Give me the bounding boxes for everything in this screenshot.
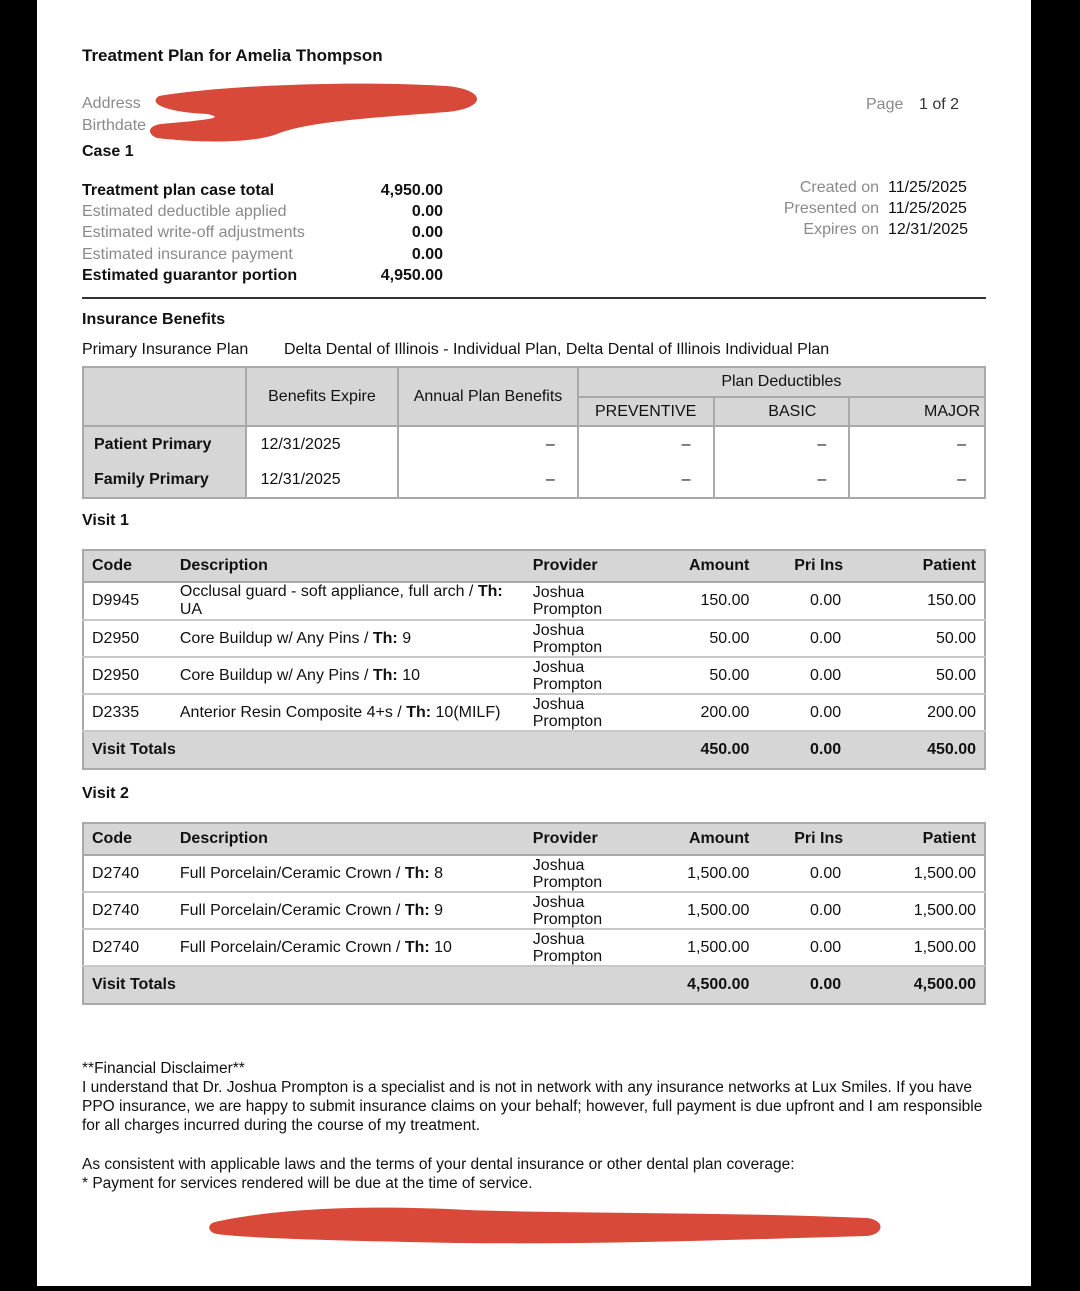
cell-code: D2740 [83, 929, 172, 966]
ins-header-major: MAJOR [849, 397, 985, 426]
table-row [83, 620, 985, 657]
ins-cell-major: – [849, 462, 985, 498]
totals-amount: 450.00 [645, 731, 758, 769]
cell-description: Core Buildup w/ Any Pins / Th: 9 [172, 620, 525, 657]
cell-provider: Joshua Prompton [525, 929, 645, 966]
presented-date: 11/25/2025 [888, 200, 967, 217]
cell-amount: 1,500.00 [645, 855, 758, 892]
cell-amount: 200.00 [645, 694, 758, 731]
visit1-table [82, 549, 986, 770]
cell-pri-ins: 0.00 [757, 694, 873, 731]
cell-patient: 1,500.00 [873, 929, 985, 966]
table-row [83, 582, 985, 620]
created-date: 11/25/2025 [888, 179, 967, 196]
visit2-totals-row [83, 966, 985, 1004]
redaction-mark-bottom [207, 1200, 887, 1248]
totals-label: Visit Totals [83, 731, 645, 769]
ins-header-basic: BASIC [714, 397, 850, 426]
cell-provider: Joshua Prompton [525, 582, 645, 620]
col-amount: Amount [645, 550, 758, 582]
ins-header-annual: Annual Plan Benefits [398, 367, 577, 426]
col-code: Code [83, 550, 172, 582]
table-row [83, 855, 985, 892]
col-pri-ins: Pri Ins [757, 550, 873, 582]
visit1-totals-row [83, 731, 985, 769]
summary-value-insurance: 0.00 [411, 246, 443, 263]
ins-cell-major: – [849, 426, 985, 462]
summary-value-writeoff: 0.00 [411, 224, 443, 241]
cell-patient: 200.00 [873, 694, 985, 731]
insurance-section-title: Insurance Benefits [82, 311, 226, 328]
disclaimer-payment: * Payment for services rendered will be due at the time of service. [82, 1175, 533, 1192]
ins-header-blank [83, 367, 246, 426]
ins-row-label: Patient Primary [83, 426, 246, 462]
summary-label-writeoff: Estimated write-off adjustments [82, 224, 305, 241]
cell-pri-ins: 0.00 [757, 892, 873, 929]
cell-pri-ins: 0.00 [757, 620, 873, 657]
table-row [83, 657, 985, 694]
totals-patient: 4,500.00 [873, 966, 985, 1004]
visit2-header-row [83, 823, 985, 855]
summary-value-guarantor: 4,950.00 [380, 267, 443, 284]
totals-patient: 450.00 [873, 731, 985, 769]
table-row [83, 892, 985, 929]
cell-patient: 50.00 [873, 657, 985, 694]
cell-code: D2740 [83, 892, 172, 929]
col-provider: Provider [525, 550, 645, 582]
col-patient: Patient [873, 550, 985, 582]
visit2-table [82, 822, 986, 1005]
case-label: Case 1 [82, 143, 134, 160]
insurance-benefits-table [82, 366, 986, 499]
cell-code: D2740 [83, 855, 172, 892]
cell-amount: 50.00 [645, 657, 758, 694]
cell-description: Full Porcelain/Ceramic Crown / Th: 9 [172, 892, 525, 929]
ins-cell-basic: – [714, 426, 850, 462]
cell-description: Full Porcelain/Ceramic Crown / Th: 10 [172, 929, 525, 966]
col-amount: Amount [645, 823, 758, 855]
ins-row-patient [83, 426, 985, 462]
disclaimer-consistent: As consistent with applicable laws and the terms of your dental insurance or other dental plan coverage: [82, 1156, 795, 1173]
cell-description: Anterior Resin Composite 4+s / Th: 10(MILF) [172, 694, 525, 731]
page-label: Page [866, 96, 904, 113]
totals-pri-ins: 0.00 [757, 731, 873, 769]
summary-label-total: Treatment plan case total [82, 182, 275, 199]
cell-pri-ins: 0.00 [757, 582, 873, 620]
visit2-title: Visit 2 [82, 785, 129, 802]
visit1-header-row [83, 550, 985, 582]
totals-pri-ins: 0.00 [757, 966, 873, 1004]
cell-description: Core Buildup w/ Any Pins / Th: 10 [172, 657, 525, 694]
disclaimer-body: I understand that Dr. Joshua Prompton is a specialist and is not in network with any insurance networks at Lux Smiles. If you have PPO insurance, we are happy to submit insurance claims on your behalf; however, full payment is due upfront and I am responsible for all charges incurred during the course of my treatment. [82, 1079, 983, 1134]
cell-description: Occlusal guard - soft appliance, full arch / Th: UA [172, 582, 525, 620]
ins-header-preventive: PREVENTIVE [578, 397, 714, 426]
summary-value-total: 4,950.00 [380, 182, 443, 199]
cell-provider: Joshua Prompton [525, 855, 645, 892]
cell-amount: 1,500.00 [645, 929, 758, 966]
ins-row-family [83, 462, 985, 498]
col-provider: Provider [525, 823, 645, 855]
cell-provider: Joshua Prompton [525, 892, 645, 929]
created-label: Created on [799, 179, 879, 196]
cell-patient: 150.00 [873, 582, 985, 620]
ins-cell-preventive: – [578, 426, 714, 462]
cell-patient: 50.00 [873, 620, 985, 657]
ins-cell-preventive: – [578, 462, 714, 498]
cell-provider: Joshua Prompton [525, 657, 645, 694]
cell-description: Full Porcelain/Ceramic Crown / Th: 8 [172, 855, 525, 892]
birthdate-label: Birthdate [82, 117, 147, 134]
cell-pri-ins: 0.00 [757, 929, 873, 966]
table-row [83, 694, 985, 731]
visit1-title: Visit 1 [82, 512, 129, 529]
ins-cell-basic: – [714, 462, 850, 498]
summary-label-guarantor: Estimated guarantor portion [82, 267, 298, 284]
cell-patient: 1,500.00 [873, 892, 985, 929]
expires-label: Expires on [803, 221, 879, 238]
col-patient: Patient [873, 823, 985, 855]
ins-cell-expire: 12/31/2025 [246, 426, 399, 462]
col-description: Description [172, 550, 525, 582]
ins-cell-annual: – [398, 462, 577, 498]
col-pri-ins: Pri Ins [757, 823, 873, 855]
summary-label-insurance: Estimated insurance payment [82, 246, 293, 263]
col-description: Description [172, 823, 525, 855]
totals-label: Visit Totals [83, 966, 645, 1004]
expires-date: 12/31/2025 [888, 221, 969, 238]
table-row [83, 929, 985, 966]
page-number: 1 of 2 [919, 96, 960, 113]
cell-code: D2335 [83, 694, 172, 731]
redaction-mark-top [147, 78, 487, 148]
cell-pri-ins: 0.00 [757, 657, 873, 694]
section-divider [82, 297, 986, 299]
cell-provider: Joshua Prompton [525, 620, 645, 657]
primary-plan-label: Primary Insurance Plan [82, 341, 249, 358]
primary-plan-value: Delta Dental of Illinois - Individual Plan, Delta Dental of Illinois Individual Plan [284, 341, 830, 358]
cell-provider: Joshua Prompton [525, 694, 645, 731]
cell-amount: 50.00 [645, 620, 758, 657]
col-code: Code [83, 823, 172, 855]
summary-label-deductible: Estimated deductible applied [82, 203, 287, 220]
cell-amount: 1,500.00 [645, 892, 758, 929]
ins-header-benefits-expire: Benefits Expire [246, 367, 399, 426]
ins-cell-expire: 12/31/2025 [246, 462, 399, 498]
summary-value-deductible: 0.00 [411, 203, 443, 220]
cell-amount: 150.00 [645, 582, 758, 620]
ins-header-deductibles: Plan Deductibles [578, 367, 985, 397]
ins-row-label: Family Primary [83, 462, 246, 498]
cell-code: D2950 [83, 620, 172, 657]
cell-code: D2950 [83, 657, 172, 694]
cell-code: D9945 [83, 582, 172, 620]
disclaimer-heading: **Financial Disclaimer** [82, 1060, 245, 1077]
presented-label: Presented on [783, 200, 879, 217]
document-page [37, 0, 1031, 1286]
totals-amount: 4,500.00 [645, 966, 758, 1004]
page-title: Treatment Plan for Amelia Thompson [82, 46, 383, 65]
ins-cell-annual: – [398, 426, 577, 462]
cell-pri-ins: 0.00 [757, 855, 873, 892]
cell-patient: 1,500.00 [873, 855, 985, 892]
address-label: Address [82, 95, 141, 112]
